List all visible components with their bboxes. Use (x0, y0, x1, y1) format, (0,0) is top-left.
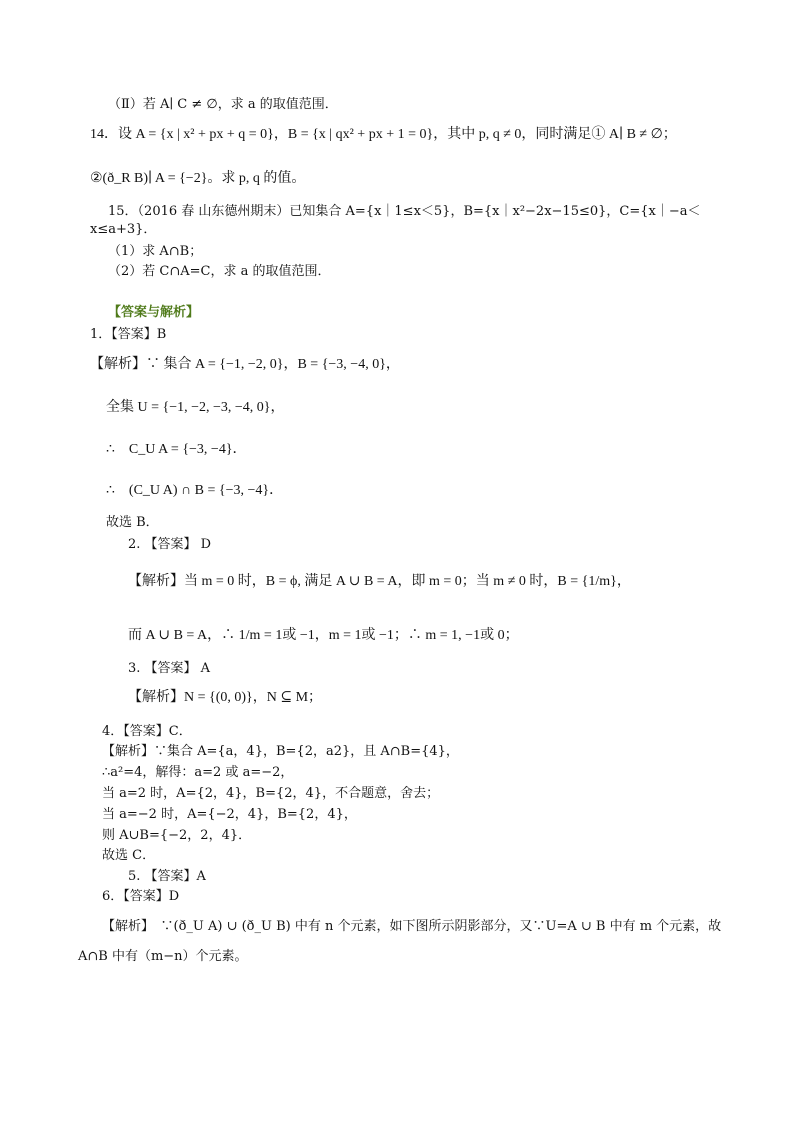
answer-6-label: 6．【答案】D (102, 889, 180, 904)
problem-15-line-2: x≤a+3}． (90, 222, 157, 237)
answer-4-line-4: 当 a=−2 时，A={−2，4}，B={2，4}， (102, 807, 357, 822)
problem-15-question-1: （1）求 A∩B； (108, 244, 203, 259)
answer-6-line-2: A∩B 中有（m−n）个元素。 (78, 949, 248, 964)
answer-2-line-1: 【解析】当 m = 0 时，B = ϕ, 满足 A ∪ B = A，即 m = 0；当 m ≠ 0 时，B = {1/m}， (128, 574, 631, 589)
answer-3-line-1: 【解析】N = {(0, 0)}，N ⊆ M； (128, 690, 323, 705)
answer-1-label: 1．【答案】B (90, 327, 167, 342)
answer-1-line-5: 故选 B． (106, 515, 159, 530)
answer-6-line-1: 【解析】 ∵(ð_U A) ∪ (ð_U B) 中有 n 个元素，如下图所示阴影部分，又∵U=A ∪ B 中有 m 个元素，故 (102, 919, 722, 934)
answer-1-line-4: ∴ (C_U A) ∩ B = {−3, −4}． (106, 483, 284, 498)
answer-4-line-1: 【解析】∵集合 A={a，4}，B={2，a2}，且 A∩B={4}， (102, 744, 459, 759)
answer-1-line-2: 全集 U = {−1, −2, −3, −4, 0}， (106, 400, 285, 415)
problem-14-line-1: 14．设 A = {x | x² + px + q = 0}，B = {x | qx² + px + 1 = 0}，其中 p, q ≠ 0，同时满足① A∣ B ≠ ∅； (90, 127, 677, 142)
answer-5-label: 5. 【答案】A (128, 869, 206, 884)
answer-1-line-1: 【解析】∵ 集合 A = {−1, −2, 0}，B = {−3, −4, 0}， (90, 357, 400, 372)
problem-14-line-2: ②(ð_R B)∣ A = {−2}。求 p, q 的值。 (90, 171, 306, 186)
answers-section-title: 【答案与解析】 (108, 305, 200, 320)
answer-1-line-3: ∴ C_U A = {−3, −4}． (106, 442, 247, 457)
answer-4-label: 4．【答案】C． (102, 724, 192, 739)
answer-4-line-6: 故选 C． (102, 848, 156, 863)
answer-4-line-5: 则 A∪B={−2，2，4}． (102, 828, 252, 843)
problem-15-line-1: 15．（2016 春 山东德州期末）已知集合 A={x｜1≤x＜5}，B={x｜x²−2x−15≤0}，C={x｜−a＜ (108, 204, 701, 219)
answer-4-line-3: 当 a=2 时，A={2，4}，B={2，4}，不合题意，舍去； (102, 786, 440, 801)
problem-13-part-2: （Ⅱ）若 A∣ C ≠ ∅，求 a 的取值范围． (108, 97, 338, 112)
answer-3-label: 3. 【答案】 A (128, 661, 211, 676)
problem-15-question-2: （2）若 C∩A=C，求 a 的取值范围． (108, 264, 331, 279)
answer-2-label: 2. 【答案】 D (128, 537, 212, 552)
answer-2-line-2: 而 A ∪ B = A，∴ 1/m = 1或 −1，m = 1或 −1；∴ m = 1, −1或 0； (128, 628, 519, 643)
answer-4-line-2: ∴a²=4，解得：a=2 或 a=−2， (102, 765, 294, 780)
